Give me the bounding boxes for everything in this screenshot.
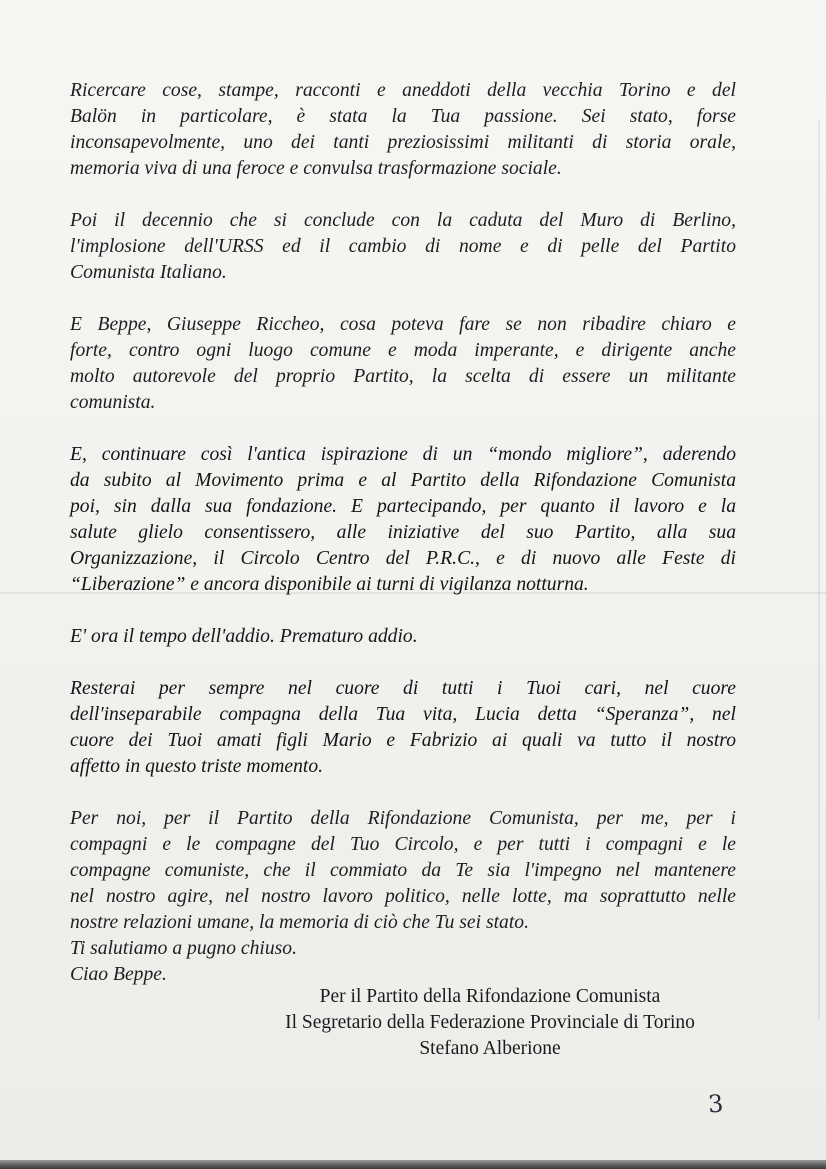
text-line: nostre relazioni umane, la memoria di ciò che Tu sei stato. — [70, 912, 529, 933]
signature-block — [240, 984, 740, 1062]
text-line: nel nostro agire, nel nostro lavoro politico, nelle lotte, ma soprattutto nelle — [70, 886, 736, 907]
paragraph-farewell — [70, 624, 736, 650]
text-line: Resterai per sempre nel cuore di tutti i Tuoi cari, nel cuore — [70, 678, 736, 699]
paragraph-passion — [70, 78, 736, 182]
letter-body — [70, 78, 736, 988]
text-line: inconsapevolmente, uno dei tanti preziosissimi militanti di storia orale, — [70, 132, 736, 153]
signature-party: Per il Partito della Rifondazione Comunista — [319, 986, 661, 1007]
text-line: forte, contro ogni luogo comune e moda imperante, e dirigente anche — [70, 340, 736, 361]
text-line: Per noi, per il Partito della Rifondazione Comunista, per me, per i — [70, 808, 736, 829]
signature-name: Stefano Alberione — [419, 1038, 561, 1059]
text-line: E, continuare così l'antica ispirazione di un “mondo migliore”, aderendo — [70, 444, 736, 465]
signature-role: Il Segretario della Federazione Provinciale di Torino — [285, 1012, 695, 1033]
text-line: da subito al Movimento prima e al Partito della Rifondazione Comunista — [70, 470, 736, 491]
text-line: comunista. — [70, 392, 156, 413]
paragraph-heart — [70, 676, 736, 780]
paragraph-choice — [70, 312, 736, 416]
page-number: 3 — [707, 1089, 725, 1119]
text-line: Ti salutiamo a pugno chiuso. — [70, 938, 297, 959]
scan-bottom-edge — [0, 1160, 826, 1169]
text-line: compagne comuniste, che il commiato da Te sia l'impegno nel mantenere — [70, 860, 736, 881]
paper-crease — [818, 120, 820, 1020]
text-line: E' ora il tempo dell'addio. Prematuro addio. — [70, 626, 418, 647]
paragraph-movement — [70, 442, 736, 598]
text-line: molto autorevole del proprio Partito, la scelta di essere un militante — [70, 366, 736, 387]
text-line: dell'inseparabile compagna della Tua vita, Lucia detta “Speranza”, nel — [70, 704, 736, 725]
text-line: E Beppe, Giuseppe Riccheo, cosa poteva fare se non ribadire chiaro e — [70, 314, 736, 335]
text-line: poi, sin dalla sua fondazione. E partecipando, per quanto il lavoro e la — [70, 496, 736, 517]
text-line: affetto in questo triste momento. — [70, 756, 324, 777]
text-line: Organizzazione, il Circolo Centro del P.R.C., e di nuovo alle Feste di — [70, 548, 736, 569]
text-line: Balön in particolare, è stata la Tua passione. Sei stato, forse — [70, 106, 736, 127]
text-line: l'implosione dell'URSS ed il cambio di nome e di pelle del Partito — [70, 236, 736, 257]
paragraph-decade — [70, 208, 736, 286]
text-line: memoria viva di una feroce e convulsa trasformazione sociale. — [70, 158, 562, 179]
text-line: salute glielo consentissero, alle iniziative del suo Partito, alla sua — [70, 522, 736, 543]
text-line: compagni e le compagne del Tuo Circolo, e per tutti i compagni e le — [70, 834, 736, 855]
paragraph-closing — [70, 806, 736, 988]
text-line: cuore dei Tuoi amati figli Mario e Fabrizio ai quali va tutto il nostro — [70, 730, 736, 751]
text-line: Poi il decennio che si conclude con la caduta del Muro di Berlino, — [70, 210, 736, 231]
text-line: “Liberazione” e ancora disponibile ai turni di vigilanza notturna. — [70, 574, 589, 595]
text-line: Ricercare cose, stampe, racconti e aneddoti della vecchia Torino e del — [70, 80, 736, 101]
text-line: Ciao Beppe. — [70, 964, 167, 985]
text-line: Comunista Italiano. — [70, 262, 227, 283]
